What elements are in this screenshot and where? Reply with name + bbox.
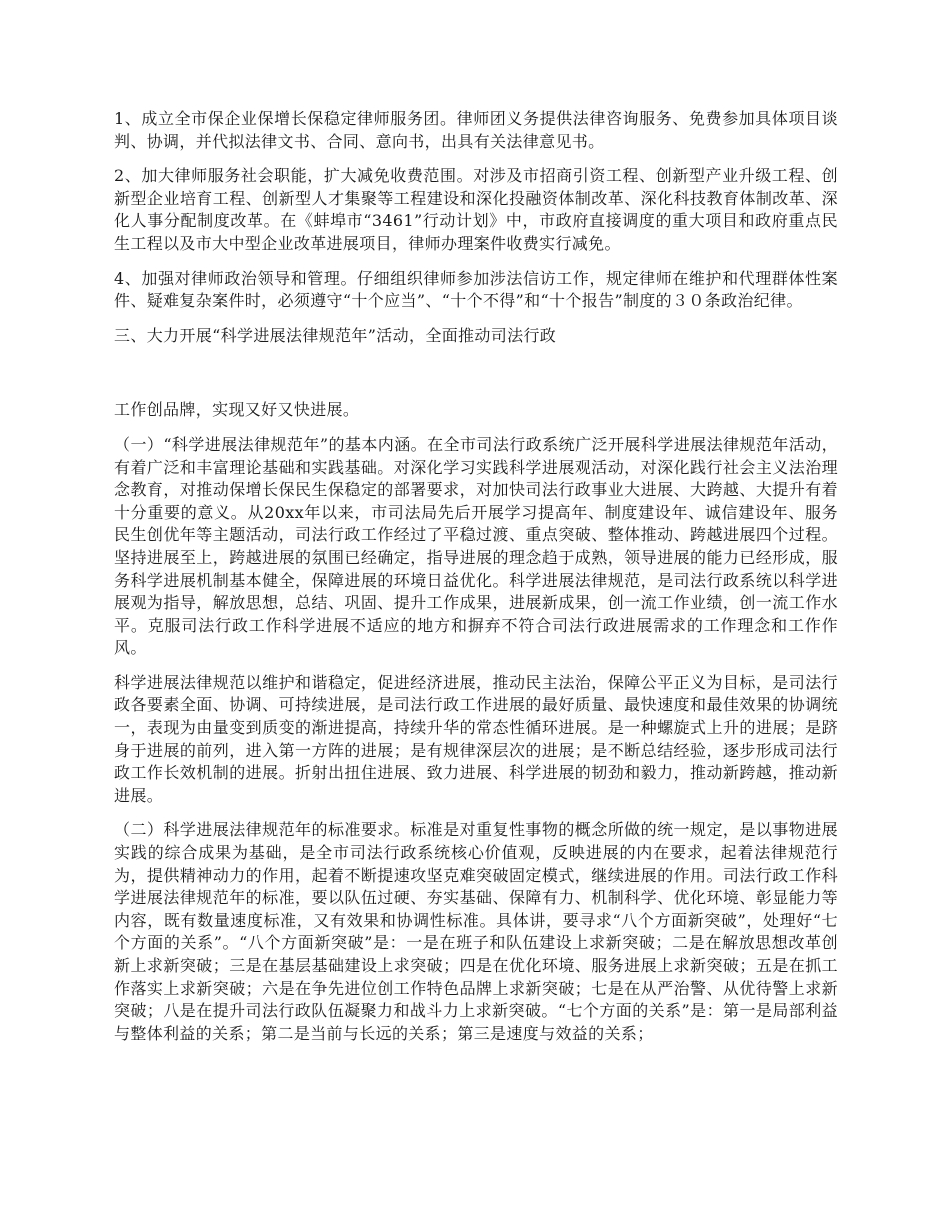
section-heading-3: 三、大力开展“科学进展法律规范年”活动，全面推动司法行政 [114,325,557,345]
paragraph-gap [114,153,838,165]
paragraph-gap [114,256,838,268]
paragraph-standard-requirements: （二）科学进展法律规范年的标准要求。标准是对重复性事物的概念所做的统一规定，是以事物进展实践的综合成果为基础，是全市司法行政系统核心价值观，反映进展的内在要求，起着法律规范行为，提供精神动力的作用，起着不断提速攻坚克难突破固定模式，继续进展的作用。司法行政工作科学进展法律规范年的标准，要以队伍过硬、夯实基础、保障有力、机制科学、优化环境、彰显能力等内容，既有数量速度标准，又有效果和协调性标准。具体讲，要寻求“八个方面新突破”，处理好“七个方面的关系”。“八个方面新突破”是：一是在班子和队伍建设上求新突破；二是在解放思想改革创新上求新突破；三是在基层基础建设上求突破；四是在优化环境、服务进展上求新突破；五是在抓工作落实上求新突破；六是在争先进位创工作特色品牌上求新突破；七是在从严治警、从优待警上求新突破；八是在提升司法行政队伍凝聚力和战斗力上求新突破。“七个方面的关系”是：第一是局部利益与整体利益的关系；第二是当前与长远的关系；第三是速度与效益的关系； [114,820,838,1043]
paragraph-2: 2、加大律师服务社会职能，扩大减免收费范围。对涉及市招商引资工程、创新型产业升级工程、创新型企业培育工程、创新型人才集聚等工程建设和深化投融资体制改革、深化科技教育体制改革、深化人事分配制度改革。在《蚌埠市“3461”行动计划》中，市政府直接调度的重大项目和政府重点民生工程以及市大中型企业改革进展项目，律师办理案件收费实行减免。 [114,166,838,253]
section-heading-continuation: 工作创品牌，实现又好又快进展。 [114,400,360,420]
paragraph-gap [114,347,838,399]
document-page [114,108,838,1045]
paragraph-goals: 科学进展法律规范以维护和谐稳定，促进经济进展，推动民主法治，保障公平正义为目标，是司法行政各要素全面、协调、可持续进展，是司法行政工作进展的最好质量、最快速度和最佳效果的协调统一，表现为由量变到质变的渐进提高，持续升华的常态性循环进展。是一种螺旋式上升的进展；是跻身于进展的前列，进入第一方阵的进展；是有规律深层次的进展；是不断总结经验，逐步形成司法行政工作长效机制的进展。折射出扭住进展、致力进展、科学进展的韧劲和毅力，推动新跨越，推动新进展。 [114,672,838,805]
paragraph-gap [114,422,838,434]
paragraph-4: 4、加强对律师政治领导和管理。仔细组织律师参加涉法信访工作，规定律师在维护和代理群体性案件、疑难复杂案件时，必须遵守“十个应当”、“十个不得”和“十个报告”制度的３０条政治纪律。 [114,268,838,311]
paragraph-gap [114,660,838,672]
paragraph-1: 1、成立全市保企业保增长保稳定律师服务团。律师团义务提供法律咨询服务、免费参加具体项目谈判、协调，并代拟法律文书、合同、意向书，出具有关法律意见书。 [114,109,838,151]
paragraph-gap [114,313,838,325]
paragraph-gap [114,807,838,819]
paragraph-basic-connotation: （一）“科学进展法律规范年”的基本内涵。在全市司法行政系统广泛开展科学进展法律规范年活动，有着广泛和丰富理论基础和实践基础。对深化学习实践科学进展观活动，对深化践行社会主义法治理念教育，对推动保增长保民生保稳定的部署要求，对加快司法行政事业大进展、大跨越、大提升有着十分重要的意义。从20xx年以来，市司法局先后开展学习提高年、制度建设年、诚信建设年、服务民生创优年等主题活动，司法行政工作经过了平稳过渡、重点突破、整体推动、跨越进展四个过程。坚持进展至上，跨越进展的氛围已经确定，指导进展的理念趋于成熟，领导进展的能力已经形成，服务科学进展机制基本健全，保障进展的环境日益优化。科学进展法律规范，是司法行政系统以科学进展观为指导，解放思想，总结、巩固、提升工作成果，进展新成果，创一流工作业绩，创一流工作水平。克服司法行政工作科学进展不适应的地方和摒弃不符合司法行政进展需求的工作理念和工作作风。 [114,434,838,658]
